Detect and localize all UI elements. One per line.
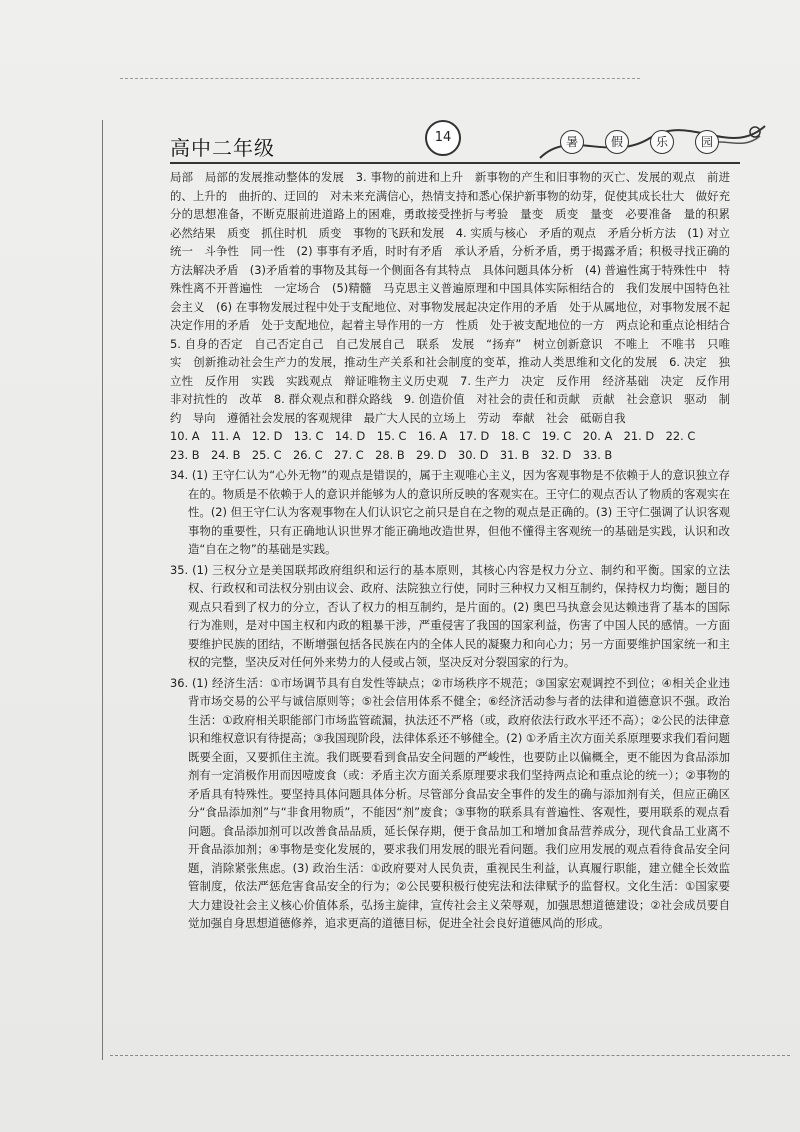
page-number-badge: 14 xyxy=(425,120,461,156)
page-header xyxy=(150,118,770,168)
choice-answers-row-1: 10. A 11. A 12. D 13. C 14. D 15. C 16. A 17. D 18. C 19. C 20. A 21. D 22. C xyxy=(170,429,696,443)
answer-content xyxy=(170,168,742,933)
deco-char-2: 假 xyxy=(605,130,629,154)
fill-in-answers: 局部 局部的发展推动整体的发展 3. 事物的前进和上升 新事物的产生和旧事物的灭亡、发展的观点 前进的、上升的 曲折的、迂回的 对未来充满信心，热情支持和悉心保护新事物的幼芽，促使其成长壮大 做好充分的思想准备，不断克服前进道路上的困难，勇敢接受挫折与考验 量变 质变 量变 必要准备 量的积累 必然结果 质变 抓住时机 质变 事物的飞跃和发展 4. 实质与核心 矛盾的观点 矛盾分析方法 (1) 对立统一 斗争性 同一性 (2) 事事有矛盾，时时有矛盾 承认矛盾，分析矛盾，勇于揭露矛盾；积极寻找正确的方法解决矛盾 (3)矛盾着的事物及其每一个侧面各有其特点 具体问题具体分析 (4) 普遍性寓于特殊性中 特殊性离不开普遍性 一定场合 (5)精髓 马克思主义普遍原理和中国具体实际相结合的 我们发展中国特色社会主义 (6) 在事物发展过程中处于支配地位、对事物发展起决定作用的矛盾 处于从属地位，对事物发展不起决定作用的矛盾 处于支配地位，起着主导作用的一方 性质 处于被支配地位的一方 两点论和重点论相结合 5. 自身的否定 自己否定自己 自己发展自己 联系 发展 “扬弃” 树立创新意识 不唯上 不唯书 只唯实 创新推动社会生产力的发展，推动生产关系和社会制度的变革，推动人类思维和文化的发展 6. 决定 独立性 反作用 实践 实践观点 辩证唯物主义历史观 7. 生产力 决定 反作用 经济基础 决定 反作用 非对抗性的 改革 8. 群众观点和群众路线 9. 创造价值 对社会的责任和贡献 贡献 社会意识 驱动 制约 导向 遵循社会发展的客观规律 最广大人民的立场上 劳动 奉献 社会 砥砺自我 xyxy=(170,170,742,425)
choice-answers-row-2: 23. B 24. B 25. C 26. C 27. C 28. B 29. D 30. D 31. B 32. D 33. B xyxy=(170,447,613,462)
bottom-dashed-rule xyxy=(110,1055,790,1056)
question-34-answer: 34. (1) 王守仁认为“心外无物”的观点是错误的，属于主观唯心主义，因为客观事物是不依赖于人的意识独立存在的。物质是不依赖于人的意识并能够为人的意识所反映的客观实在。王守仁的观点否认了物质的客观实在性。(2) 但王守仁认为客观事物在人们认识它之前只是自在之物的观点是正确的。(3) 王守仁强调了认识客观事物的重要性，只有正确地认识世界才能正确地改造世界，但他不懂得主客观统一的基础是实践，认识和改造“自在之物”的基础是实践。 xyxy=(170,468,730,556)
top-dashed-rule xyxy=(120,78,640,79)
summer-fun-decoration xyxy=(530,118,770,168)
deco-char-4: 园 xyxy=(695,130,719,154)
question-35-answer: 35. (1) 三权分立是美国联邦政府组织和运行的基本原则，其核心内容是权力分立、制约和平衡。国家的立法权、行政权和司法权分别由议会、政府、法院独立行使，同时三种权力又相互制约，保持权力均衡；题目的观点只看到了权力的分立，否认了权力的相互制约，是片面的。(2) 奥巴马执意会见达赖违背了基本的国际行为准则，是对中国主权和内政的粗暴干涉，严重侵害了我国的国家利益，伤害了中国人民的感情。一方面要维护民族的团结，不断增强包括各民族在内的全体人民的凝聚力和向心力；另一方面要维护国家统一和主权的完整，坚决反对任何外来势力的人侵或占领，坚决反对分裂国家的行为。 xyxy=(170,562,730,669)
question-36-answer: 36. (1) 经济生活：①市场调节具有自发性等缺点；②市场秩序不规范；③国家宏观调控不到位；④相关企业违背市场交易的公平与诚信原则等；⑤社会信用体系不健全；⑥经济活动参与者的法律和道德意识不强。政治生活：①政府相关职能部门市场监管疏漏，执法还不严格（或，政府依法行政水平还不高）；②公民的法律意识和维权意识有待提高；③我国现阶段，法律体系还不够健全。(2) ①矛盾主次方面关系原理要求我们看问题既要全面，又要抓住主流。我们既要看到食品安全问题的严峻性，也要防止以偏概全，更不能因为食品添加剂有一定消极作用而因噎废食（或：矛盾主次方面关系原理要求我们坚持两点论和重点论的统一）；②事物的矛盾具有特殊性。要坚持具体问题具体分析。尽管部分食品安全事件的发生的确与添加剂有关，但应正确区分“食品添加剂”与“非食用物质”，不能因“剂”废食；③事物的联系具有普遍性、客观性，要用联系的观点看问题。食品添加剂可以改善食品品质，延长保存期，便于食品加工和增加食品营养成分，现代食品工业离不开食品添加剂；④事物是变化发展的，要求我们用发展的眼光看问题。我们应用发展的观点看待食品安全问题，消除紧张焦虑。(3) 政治生活：①政府要对人民负责，重视民生利益，认真履行职能，建立健全长效监管制度，依法严惩危害食品安全的行为；②公民要积极行使宪法和法律赋予的监督权。文化生活：①国家要大力建设社会主义核心价值体系，弘扬主旋律，宣传社会主义荣辱观，加强思想道德建设；②社会成员要自觉加强自身思想道德修养，追求更高的道德目标，促进全社会良好道德风尚的形成。 xyxy=(170,675,730,930)
deco-char-1: 暑 xyxy=(560,130,584,154)
grade-title: 高中二年级 xyxy=(170,136,275,160)
deco-char-3: 乐 xyxy=(650,130,674,154)
left-margin-rule xyxy=(102,120,103,1060)
